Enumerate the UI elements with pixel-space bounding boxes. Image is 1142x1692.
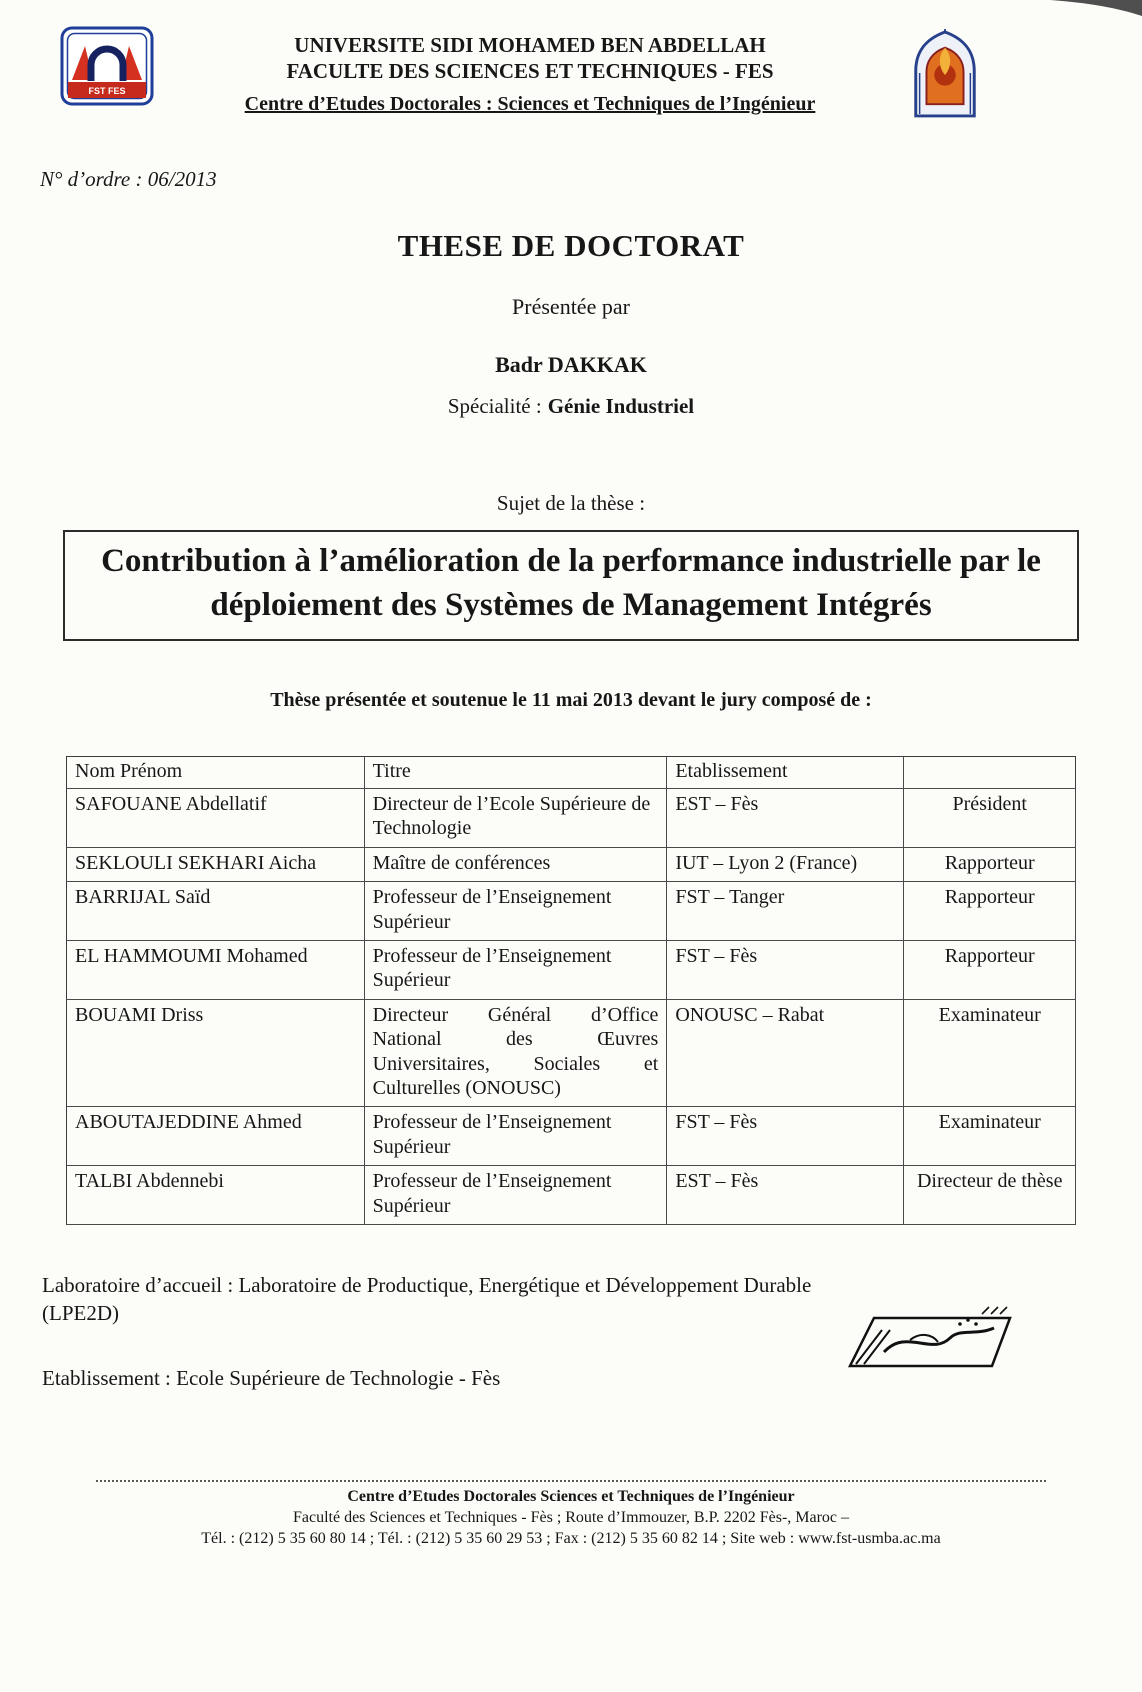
col-header-role: [904, 757, 1076, 789]
jury-member-name-cell: ABOUTAJEDDINE Ahmed: [67, 1107, 365, 1166]
host-laboratory: Laboratoire d’accueil : Laboratoire de Productique, Energétique et Développement Durable (LPE2D): [42, 1272, 812, 1326]
fst-logo: [60, 26, 154, 111]
jury-table: [66, 756, 1076, 1225]
jury-member-institution-cell: IUT – Lyon 2 (France): [667, 847, 904, 881]
jury-table-header-row: [67, 757, 1076, 789]
jury-member-role-cell: Examinateur: [904, 999, 1076, 1107]
jury-member-title-cell: Professeur de l’Enseignement Supérieur: [364, 1166, 667, 1225]
jury-member-role-cell: Examinateur: [904, 1107, 1076, 1166]
jury-table-row: [67, 847, 1076, 881]
university-emblem-icon: [906, 26, 984, 120]
jury-member-title-cell: Directeur Général d’Office National des Œuvres Universitaires, Sociales et Culturelles (ONOUSC): [364, 999, 667, 1107]
footer-center-name: Centre d’Etudes Doctorales Sciences et Techniques de l’Ingénieur: [347, 1488, 795, 1505]
jury-table-row: [67, 789, 1076, 848]
subject-label: Sujet de la thèse :: [496, 491, 646, 515]
footer-contacts: Tél. : (212) 5 35 60 80 14 ; Tél. : (212) 5 35 60 29 53 ; Fax : (212) 5 35 60 82 14 ; Site web : www.fst-usmba.ac.ma: [201, 1530, 941, 1547]
jury-member-institution-cell: FST – Fès: [667, 941, 904, 1000]
jury-member-role-cell: Président: [904, 789, 1076, 848]
page-curl-artifact: [1050, 0, 1142, 18]
host-establishment: Etablissement : Ecole Supérieure de Technologie - Fès: [42, 1365, 501, 1390]
jury-member-institution-cell: FST – Fès: [667, 1107, 904, 1166]
jury-member-name-cell: TALBI Abdennebi: [67, 1166, 365, 1225]
jury-table-row: [67, 1166, 1076, 1225]
jury-member-institution-cell: EST – Fès: [667, 789, 904, 848]
jury-member-institution-cell: ONOUSC – Rabat: [667, 999, 904, 1107]
jury-table-row: [67, 999, 1076, 1107]
thesis-title: Contribution à l’amélioration de la performance industrielle par le déploiement des Systèmes de Management Intégrés: [101, 543, 1041, 623]
university-emblem: [906, 26, 984, 125]
document-type-title: THESE DE DOCTORAT: [397, 228, 745, 263]
signature-stamp-icon: [840, 1288, 1016, 1372]
presented-by-label: Présentée par: [512, 294, 630, 319]
jury-member-title-cell: Professeur de l’Enseignement Supérieur: [364, 882, 667, 941]
jury-table-row: [67, 1107, 1076, 1166]
jury-member-name-cell: BARRIJAL Saïd: [67, 882, 365, 941]
author-name: Badr DAKKAK: [495, 352, 647, 377]
jury-member-name-cell: EL HAMMOUMI Mohamed: [67, 941, 365, 1000]
jury-member-name-cell: BOUAMI Driss: [67, 999, 365, 1107]
footer-separator: [96, 1480, 1046, 1482]
fst-logo-text: FST FES: [88, 86, 126, 96]
jury-member-institution-cell: EST – Fès: [667, 1166, 904, 1225]
thesis-title-box: [63, 530, 1079, 641]
jury-member-role-cell: Directeur de thèse: [904, 1166, 1076, 1225]
jury-table-row: [67, 941, 1076, 1000]
fst-logo-icon: [60, 26, 154, 106]
col-header-name: Nom Prénom: [67, 757, 365, 789]
page-footer: [0, 1480, 1142, 1548]
jury-member-role-cell: Rapporteur: [904, 882, 1076, 941]
page-header: [0, 0, 1142, 125]
specialty-line: [0, 394, 1142, 419]
col-header-title: Titre: [364, 757, 667, 789]
defense-line: Thèse présentée et soutenue le 11 mai 2013 devant le jury composé de :: [270, 689, 872, 712]
faculty-name: FACULTE DES SCIENCES ET TECHNIQUES - FES: [286, 59, 774, 84]
jury-member-title-cell: Professeur de l’Enseignement Supérieur: [364, 941, 667, 1000]
doctoral-center-name: Centre d’Etudes Doctorales : Sciences et Techniques de l’Ingénieur: [244, 92, 816, 115]
jury-member-title-cell: Maître de conférences: [364, 847, 667, 881]
header-text-block: [154, 26, 906, 116]
jury-member-title-cell: Directeur de l’Ecole Supérieure de Technologie: [364, 789, 667, 848]
specialty-label: Spécialité :: [447, 394, 542, 418]
jury-member-name-cell: SAFOUANE Abdellatif: [67, 789, 365, 848]
jury-table-row: [67, 882, 1076, 941]
col-header-institution: Etablissement: [667, 757, 904, 789]
specialty-value: Génie Industriel: [547, 394, 695, 418]
jury-member-role-cell: Rapporteur: [904, 941, 1076, 1000]
university-name: UNIVERSITE SIDI MOHAMED BEN ABDELLAH: [294, 33, 766, 57]
order-number: N° d’ordre : 06/2013: [40, 167, 217, 191]
jury-member-title-cell: Professeur de l’Enseignement Supérieur: [364, 1107, 667, 1166]
jury-member-role-cell: Rapporteur: [904, 847, 1076, 881]
jury-member-name-cell: SEKLOULI SEKHARI Aicha: [67, 847, 365, 881]
jury-member-institution-cell: FST – Tanger: [667, 882, 904, 941]
footer-address: Faculté des Sciences et Techniques - Fès ; Route d’Immouzer, B.P. 2202 Fès-, Maroc –: [292, 1509, 850, 1526]
